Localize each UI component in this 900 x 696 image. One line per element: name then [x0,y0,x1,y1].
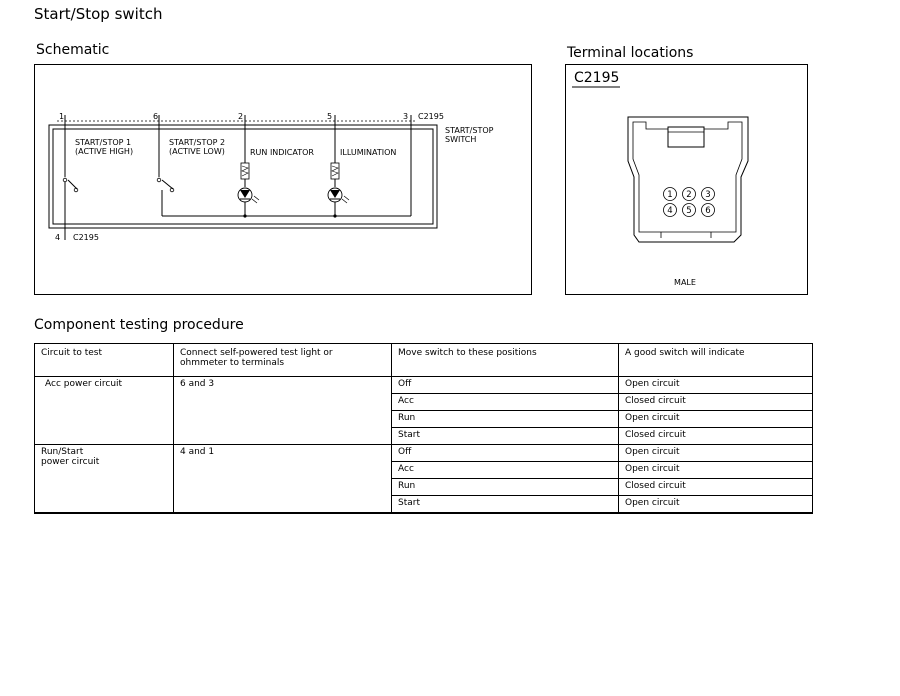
terminal-pin-3-number: 3 [705,190,711,200]
schematic-heading: Schematic [36,42,110,58]
cell-position: Off [392,377,619,394]
procedure-table-body [35,377,813,514]
cell-result: Open circuit [619,496,813,514]
schematic-diagram [35,65,530,293]
locking-tab [668,127,704,147]
cell-position: Start [392,496,619,514]
connector-face-diagram [566,65,806,293]
connector-label-top: C2195 [418,112,444,121]
page-title: Start/Stop switch [34,5,163,23]
cell-result: Open circuit [619,462,813,479]
cell-terminals: 6 and 3 [174,377,392,445]
illumination-label: ILLUMINATION [340,148,397,157]
cell-position: Start [392,428,619,445]
cell-position: Acc [392,462,619,479]
table-row [35,377,813,394]
cell-result: Closed circuit [619,479,813,496]
connector-id: C2195 [574,70,620,86]
pin-label-6: 6 [153,112,159,121]
terminal-pin-1-number: 1 [667,190,673,200]
switch1-contact [68,180,77,189]
terminal-pin-4-number: 4 [667,206,673,216]
table-header-row [35,344,813,377]
cell-position: Run [392,411,619,428]
cell-circuit: Acc power circuit [35,377,174,445]
procedure-heading: Component testing procedure [34,317,244,333]
switch1-label: START/STOP 1 (ACTIVE HIGH) [75,138,134,156]
connector-label-bottom: C2195 [73,233,99,242]
terminal-pin-6-number: 6 [705,206,711,216]
cell-position: Acc [392,394,619,411]
table-row [35,445,813,462]
switch2-label: START/STOP 2 (ACTIVE LOW) [169,138,226,156]
cell-circuit: Run/Start power circuit [35,445,174,514]
cell-terminals: 4 and 1 [174,445,392,514]
terminal-pin-5-number: 5 [686,206,692,216]
pin-label-5: 5 [327,112,333,121]
schematic-panel [34,64,532,295]
terminal-pin-2-number: 2 [686,190,692,200]
component-name: START/STOP SWITCH [445,126,494,144]
pin-label-3: 3 [403,112,409,121]
cell-position: Run [392,479,619,496]
cell-result: Open circuit [619,377,813,394]
terminals-panel [565,64,808,295]
cell-result: Open circuit [619,445,813,462]
pin-label-2: 2 [238,112,244,121]
cell-result: Closed circuit [619,394,813,411]
cell-position: Off [392,445,619,462]
connector-gender: MALE [674,278,696,287]
pin-label-4: 4 [55,233,61,242]
run-indicator-label: RUN INDICATOR [250,148,314,157]
cell-result: Closed circuit [619,428,813,445]
procedure-table [34,343,813,514]
col-header-result: A good switch will indicate [619,344,813,377]
col-header-positions: Move switch to these positions [392,344,619,377]
terminals-heading: Terminal locations [567,45,694,61]
pin-label-1: 1 [59,112,65,121]
col-header-circuit: Circuit to test [35,344,174,377]
switch2-contact [162,180,173,189]
cell-result: Open circuit [619,411,813,428]
col-header-terminals: Connect self-powered test light or ohmmeter to terminals [174,344,392,377]
